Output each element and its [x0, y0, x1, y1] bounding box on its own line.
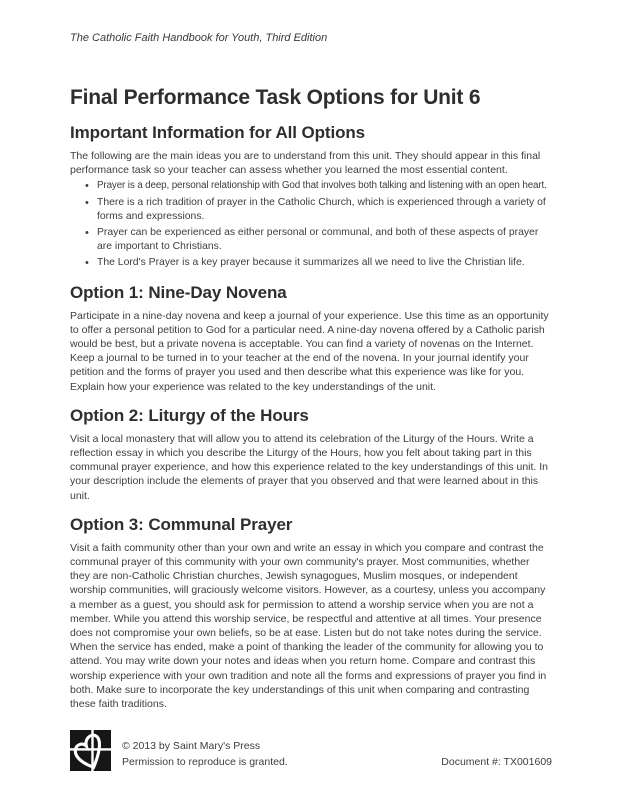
option-1-paragraph: Participate in a nine-day novena and keep a journal of your experience. Use this time as an opportunity to offer a personal petition to God for a particular need. A nine-day novena offered by a Catholic parish would be best, but a private novena is acceptable. You can find a variety of novenas on the Internet. Keep a journal to be turned in to your teacher at the end of the novena. In your journal identify your petition and the forms of prayer you used and then describe what this experience was like for you. Explain how your experience was related to the key understandings of the unit. — [70, 309, 549, 393]
page-title: Final Performance Task Options for Unit 6 — [70, 86, 481, 109]
section-heading-important-information: Important Information for All Options — [70, 123, 366, 142]
key-ideas-list — [70, 179, 551, 270]
list-item: • The Lord's Prayer is a key prayer because it summarizes all we need to live the Christian life. — [70, 256, 551, 270]
intro-paragraph: The following are the main ideas you are to understand from this unit. They should appear in this final performance task so your teacher can assess whether you learned the most essential content. — [70, 150, 541, 177]
option-3-paragraph: Visit a faith community other than your own and write an essay in which you compare and contrast the communal prayer of this community with your own community's prayer. Most communities, whether they are non-Catholic Christian churches, Jewish synagogues, Muslim mosques, or independent worship communities, will graciously welcome visitors. However, as a courtesy, unless you accompany a member as a guest, you should ask for permission to attend a worship service when you are not a member. While you attend this worship service, be respectful and attentive at all times. Your presence does not compromise your own beliefs, so be at ease. Listen but do not take notes during the service. When the service has ended, make a point of thanking the leader of the community for allowing you to attend. You may write down your notes and ideas when you return home. Compare and contrast this worship experience with your own tradition and note all the forms and expressions of prayer you find in both. Make sure to incorporate the key understandings of this unit when comparing and contrasting these faith traditions. — [70, 541, 547, 711]
copyright-line: © 2013 by Saint Mary's Press — [122, 740, 261, 752]
permission-line: Permission to reproduce is granted. — [122, 756, 288, 768]
list-item: • There is a rich tradition of prayer in the Catholic Church, which is experienced through a variety of forms and expressions. — [70, 196, 551, 224]
section-heading-option-2: Option 2: Liturgy of the Hours — [70, 405, 309, 425]
section-heading-option-3: Option 3: Communal Prayer — [70, 514, 293, 534]
document-number: Document #: TX001609 — [441, 756, 552, 768]
section-heading-option-1: Option 1: Nine-Day Novena — [70, 282, 287, 302]
running-head: The Catholic Faith Handbook for Youth, Third Edition — [70, 32, 328, 44]
list-item: • Prayer can be experienced as either personal or communal, and both of these aspects of prayer are important to Christians. — [70, 226, 551, 254]
option-2-paragraph: Visit a local monastery that will allow you to attend its celebration of the Liturgy of the Hours. Write a reflection essay in which you describe the Liturgy of the Hours, how you felt about taking part in this communal prayer experience, and how this experience related to the key understandings of this unit. In your description include the elements of prayer that you observed and that were learned about in this unit. — [70, 432, 549, 502]
page-footer — [70, 726, 552, 778]
copyright-block — [122, 738, 288, 770]
saint-marys-press-logo-icon — [70, 724, 114, 777]
list-item: • Prayer is a deep, personal relationship with God that involves both talking and listening with an open heart. — [70, 179, 551, 193]
